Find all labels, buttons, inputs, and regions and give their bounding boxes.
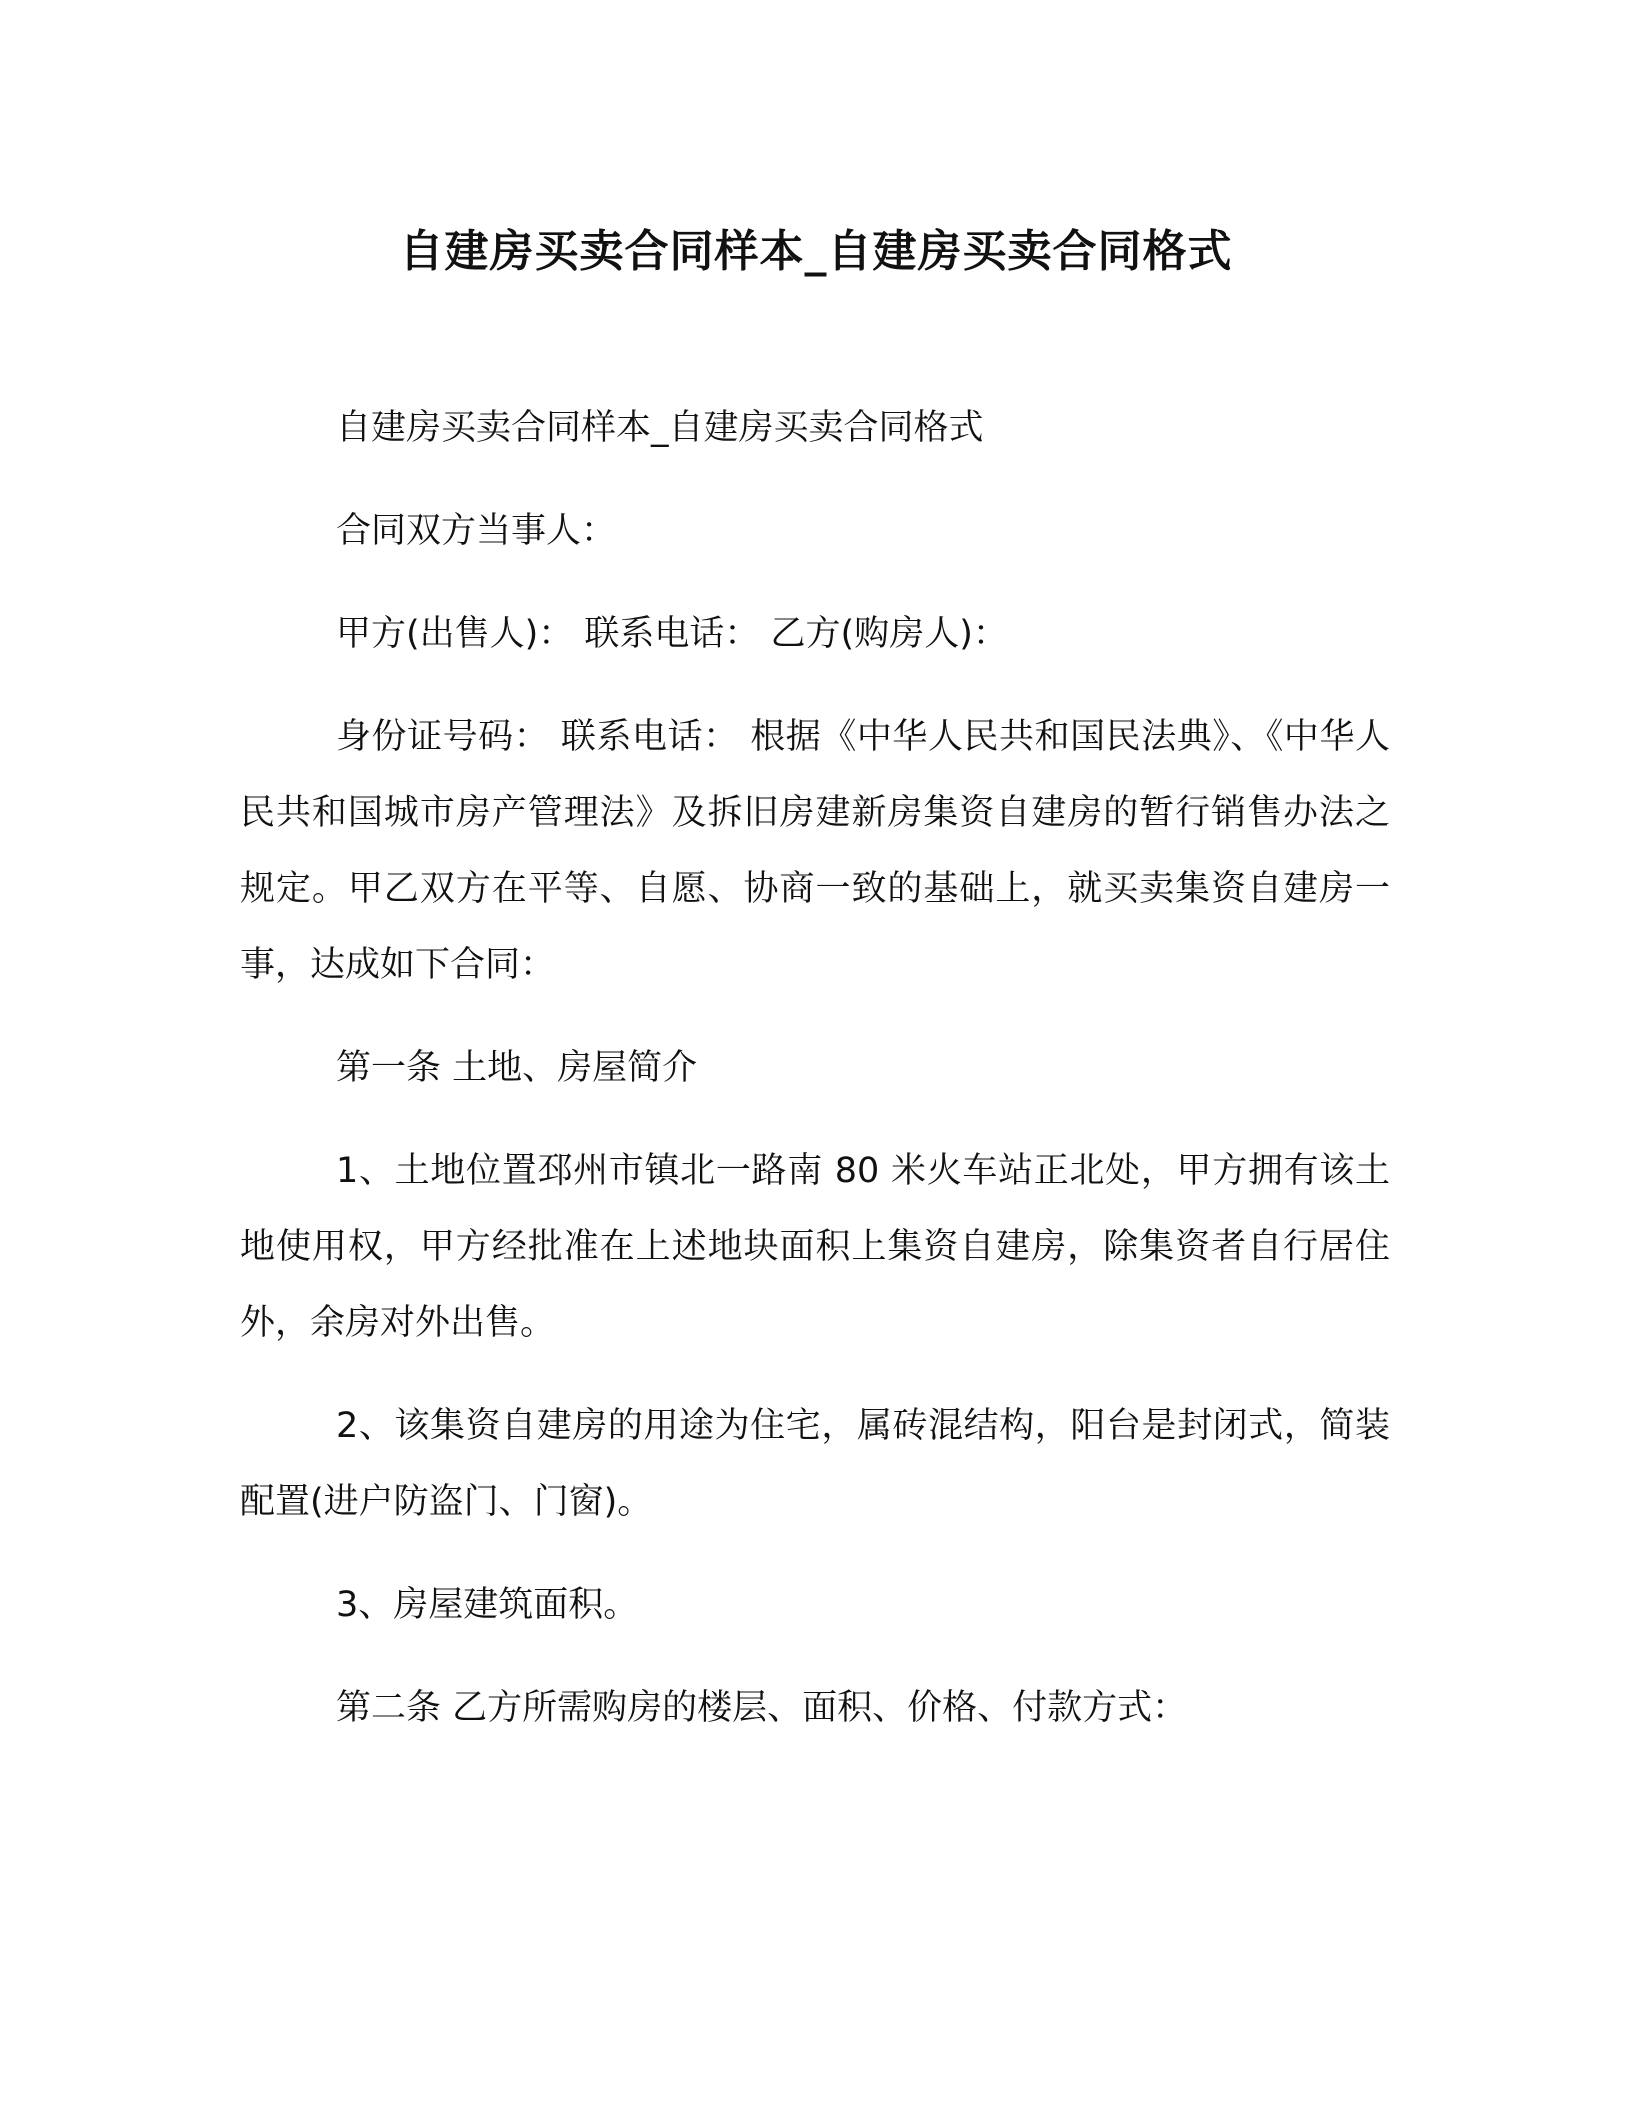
- paragraph-article-1-heading: 第一条 土地、房屋简介: [336, 1048, 698, 1088]
- paragraph-parties-heading: 合同双方当事人：: [336, 511, 617, 551]
- document-title: 自建房买卖合同样本_自建房买卖合同格式: [399, 226, 1233, 277]
- paragraph-party-fields: 甲方(出售人)： 联系电话： 乙方(购房人)：: [336, 614, 1008, 654]
- paragraph-legal-basis: 身份证号码： 联系电话： 根据《中华人民共和国民法典》、《中华人民共和国城市房产管理法》及拆旧房建新房集资自建房的暂行销售办法之规定。甲乙双方在平等、自愿、协商一致的基础上，就买卖集资自建房一事，达成如下合同：: [240, 717, 1390, 985]
- paragraph-subtitle: 自建房买卖合同样本_自建房买卖合同格式: [336, 408, 984, 448]
- paragraph-clause-1-2: 2、该集资自建房的用途为住宅，属砖混结构，阳台是封闭式，简装配置(进户防盗门、门窗)。: [240, 1406, 1390, 1522]
- paragraph-article-2-heading: 第二条 乙方所需购房的楼层、面积、价格、付款方式：: [336, 1688, 1188, 1728]
- paragraph-clause-1-1: 1、土地位置邳州市镇北一路南 80 米火车站正北处，甲方拥有该土地使用权，甲方经批准在上述地块面积上集资自建房，除集资者自行居住外，余房对外出售。: [240, 1151, 1390, 1343]
- document-body: [240, 390, 1390, 1773]
- paragraph-clause-1-3: 3、房屋建筑面积。: [336, 1585, 639, 1625]
